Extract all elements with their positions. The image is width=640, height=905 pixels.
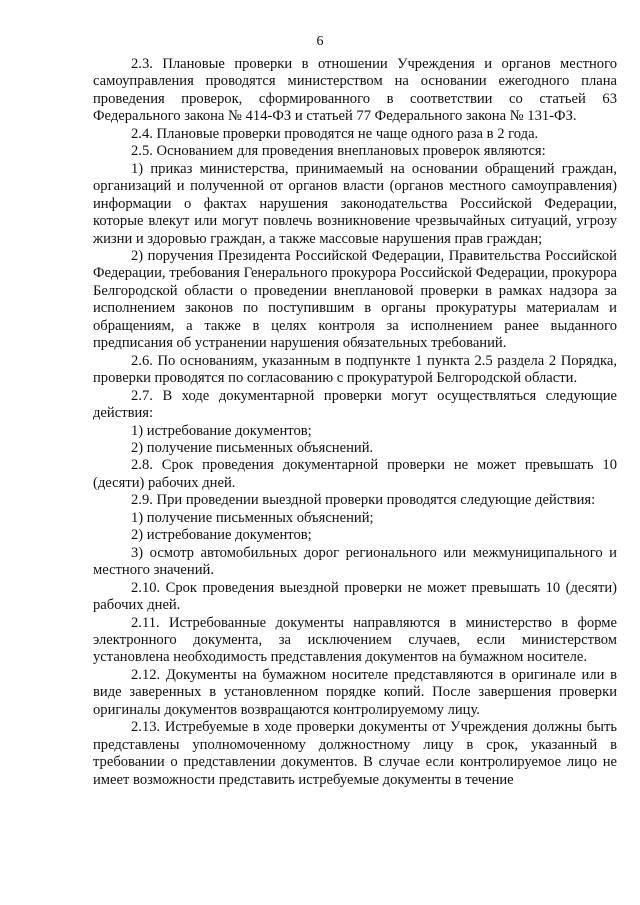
paragraph-2-5: 2.5. Основанием для проведения внеплановых проверок являются: (131, 143, 546, 160)
paragraph-2-10: 2.10. Срок проведения выездной проверки не может превышать 10 (десяти) рабочих дней. (93, 579, 617, 614)
paragraph-2-9-item-1: 1) получение письменных объяснений; (131, 509, 374, 526)
paragraph-2-7-item-1: 1) истребование документов; (131, 422, 312, 439)
paragraph-2-9: 2.9. При проведении выездной проверки проводятся следующие действия: (131, 492, 596, 509)
paragraph-2-7: 2.7. В ходе документарной проверки могут осуществляться следующие действия: (93, 387, 617, 422)
paragraph-2-4: 2.4. Плановые проверки проводятся не чаще одного раза в 2 года. (131, 125, 539, 142)
paragraph-2-8: 2.8. Срок проведения документарной проверки не может превышать 10 (десяти) рабочих дней. (93, 457, 617, 491)
paragraph-2-13: 2.13. Истребуемые в ходе проверки документы от Учреждения должны быть представлены уполномоченному должностному лицу в срок, указанный в требовании о представлении документов. В случае если контролируемое лицо не имеет возможности представить истребуемые документы в течение (93, 719, 617, 788)
paragraph-2-5-item-2: 2) поручения Президента Российской Федерации, Правительства Российской Федерации, требования Генерального прокурора Российской Федерации, прокурора Белгородской области о проведении внеплановой проверки в рамках надзора за исполнением законов по поступившим в органы прокуратуры материалам и обращениям, а также в целях контроля за исполнением ранее выданного предписания об устранении нарушения обязательных требований. (93, 247, 617, 352)
paragraph-2-9-item-2: 2) истребование документов; (131, 527, 312, 544)
paragraph-2-11: 2.11. Истребованные документы направляются в министерство в форме электронного документа, за исключением случаев, если министерством установлена необходимость представления документов на бумажном носителе. (93, 614, 617, 666)
document-body (93, 56, 617, 789)
paragraph-2-7-item-2: 2) получение письменных объяснений. (131, 439, 374, 456)
paragraph-2-9-item-3: 3) осмотр автомобильных дорог регионального или межмуниципального и местного значений. (93, 544, 617, 579)
paragraph-2-12: 2.12. Документы на бумажном носителе представляются в оригинале или в виде заверенных в установленном порядке копий. После завершения проверки оригиналы документов возвращаются контролируемому лицу. (93, 666, 617, 718)
paragraph-2-3: 2.3. Плановые проверки в отношении Учреждения и органов местного самоуправления проводятся министерством на основании ежегодного плана проведения проверок, сформированного в соответствии со статьей 63 Федерального закона № 414-ФЗ и статьей 77 Федерального закона № 131-ФЗ. (93, 56, 617, 125)
page-number: 6 (316, 34, 324, 49)
paragraph-2-6: 2.6. По основаниям, указанным в подпункте 1 пункта 2.5 раздела 2 Порядка, проверки проводятся по согласованию с прокуратурой Белгородской области. (93, 352, 617, 387)
paragraph-2-5-item-1: 1) приказ министерства, принимаемый на основании обращений граждан, организаций и полученной от органов власти (органов местного самоуправления) информации о фактах нарушения законодательства Российской Федерации, которые влекут или могут повлечь возникновение чрезвычайных ситуаций, угрозу жизни и здоровью граждан, а также массовые нарушения прав граждан; (93, 160, 617, 247)
